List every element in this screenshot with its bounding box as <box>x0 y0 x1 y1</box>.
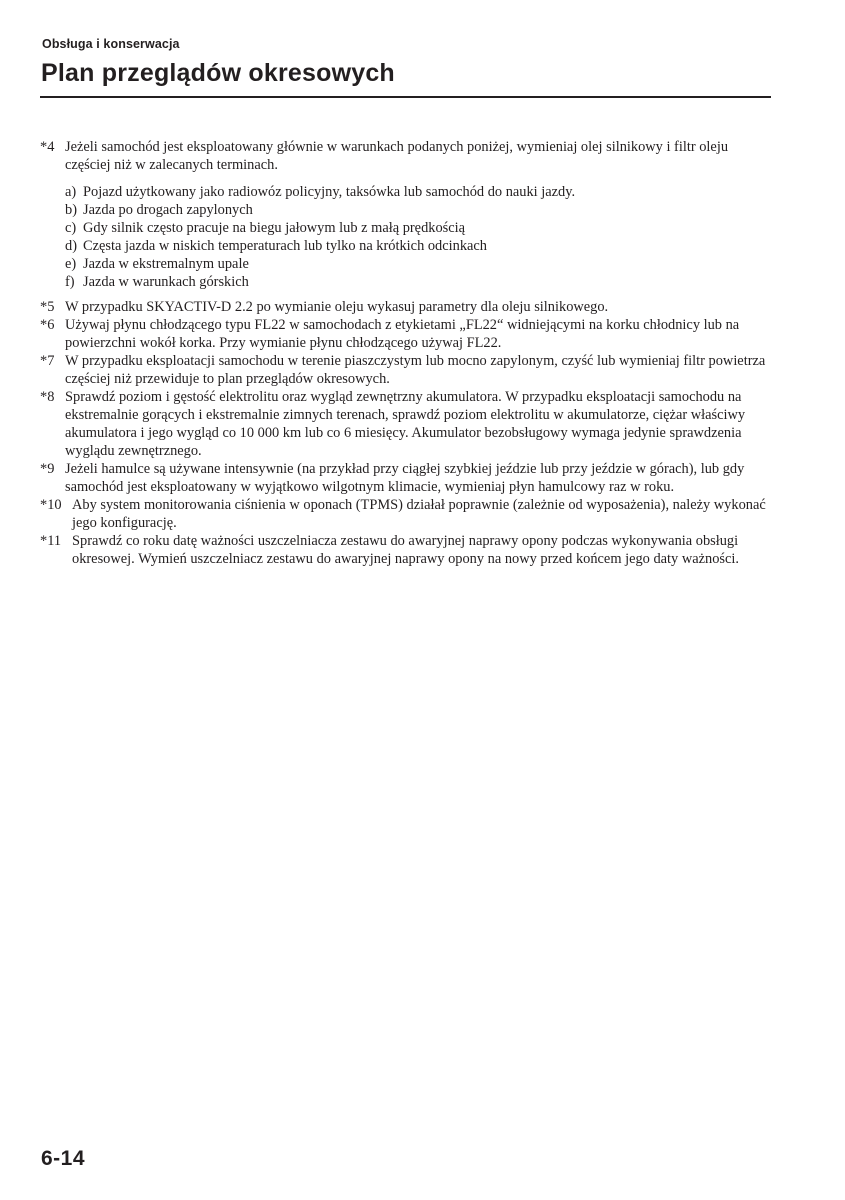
list-item-letter: f) <box>65 274 75 290</box>
footnote-text: Jeżeli samochód jest eksploatowany głównie w warunkach podanych poniżej, wymieniaj olej silnikowy i filtr oleju częściej niż w zalecanych terminach. <box>65 139 729 173</box>
footnote-7 <box>40 352 775 388</box>
footnote-8 <box>40 388 775 460</box>
list-item-letter: d) <box>65 238 77 254</box>
list-item <box>65 201 775 219</box>
condition-list <box>40 183 775 291</box>
footnote-5 <box>40 298 775 316</box>
footnote-text: W przypadku eksploatacji samochodu w terenie piaszczystym lub mocno zapylonym, czyść lub wymieniaj filtr powietrza częściej niż przewiduje to plan przeglądów okresowych. <box>65 353 766 387</box>
list-item-text: Pojazd użytkowany jako radiowóz policyjny, taksówka lub samochód do nauki jazdy. <box>83 184 576 200</box>
footnote-marker: *5 <box>40 299 55 315</box>
footnote-text: Sprawdź poziom i gęstość elektrolitu oraz wygląd zewnętrzny akumulatora. W przypadku eksploatacji samochodu na ekstremalnie gorących i ekstremalnie zimnych terenach, sprawdź poziom elektrolitu w akumulatorze, ciężar właściwy akumulatora i jego wygląd co 10 000 km lub co 6 miesięcy. Akumulator bezobsługowy wymaga jedynie sprawdzenia wyglądu zewnętrznego. <box>65 389 746 459</box>
list-item-text: Jazda w warunkach górskich <box>83 274 249 290</box>
title-rule <box>40 96 771 98</box>
footnote-marker: *8 <box>40 389 55 405</box>
footnote-text: Sprawdź co roku datę ważności uszczelniacza zestawu do awaryjnej naprawy opony podczas wykonywania obsługi okresowej. Wymień uszczelniacz zestawu do awaryjnej naprawy opony na nowy przed końcem jego daty ważności. <box>72 533 739 567</box>
footnote-marker: *11 <box>40 533 62 549</box>
list-item-text: Jazda po drogach zapylonych <box>83 202 253 218</box>
list-item-text: Częsta jazda w niskich temperaturach lub tylko na krótkich odcinkach <box>83 238 487 254</box>
list-item <box>65 183 775 201</box>
list-item-letter: a) <box>65 184 77 200</box>
footnote-marker: *6 <box>40 317 55 333</box>
footnote-text: Aby system monitorowania ciśnienia w oponach (TPMS) działał poprawnie (zależnie od wyposażenia), należy wykonać jego konfigurację. <box>72 497 766 531</box>
footnote-4 <box>40 138 775 174</box>
list-item <box>65 219 775 237</box>
footnote-11 <box>40 532 775 568</box>
list-item-text: Gdy silnik często pracuje na biegu jałowym lub z małą prędkością <box>83 220 466 236</box>
footnote-text: Jeżeli hamulce są używane intensywnie (na przykład przy ciągłej szybkiej jeździe lub przy jeździe w górach), lub gdy samochód jest eksploatowany w wyjątkowo wilgotnym klimacie, wymieniaj płyn hamulcowy raz w roku. <box>65 461 745 495</box>
footnote-marker: *10 <box>40 497 62 513</box>
page-number: 6-14 <box>41 1147 86 1170</box>
footnotes <box>40 138 775 568</box>
footnote-10 <box>40 496 775 532</box>
page-title: Plan przeglądów okresowych <box>41 59 395 87</box>
footnote-marker: *7 <box>40 353 55 369</box>
footnote-text: Używaj płynu chłodzącego typu FL22 w samochodach z etykietami „FL22“ widniejącymi na korku chłodnicy lub na powierzchni wokół korka. Przy wymianie płynu chłodzącego używaj FL22. <box>65 317 740 351</box>
section-label: Obsługa i konserwacja <box>42 37 180 51</box>
footnote-9 <box>40 460 775 496</box>
list-item <box>65 273 775 291</box>
list-item-letter: e) <box>65 256 77 272</box>
footnote-6 <box>40 316 775 352</box>
footnote-marker: *9 <box>40 461 55 477</box>
list-item-text: Jazda w ekstremalnym upale <box>83 256 249 272</box>
list-item-letter: c) <box>65 220 77 236</box>
list-item <box>65 237 775 255</box>
list-item-letter: b) <box>65 202 77 218</box>
footnote-text: W przypadku SKYACTIV-D 2.2 po wymianie oleju wykasuj parametry dla oleju silnikowego. <box>65 299 609 315</box>
list-item <box>65 255 775 273</box>
footnote-marker: *4 <box>40 139 55 155</box>
